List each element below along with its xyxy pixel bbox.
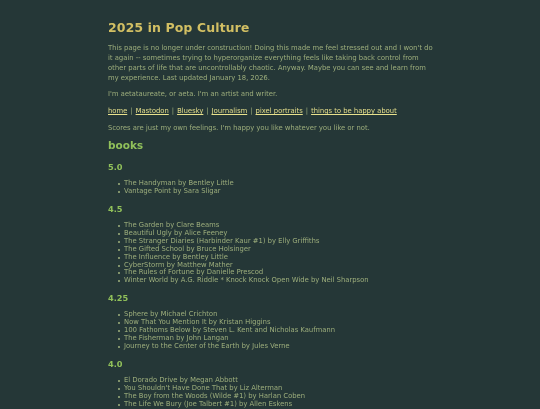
list-item: El Dorado Drive by Megan Abbott	[124, 377, 444, 385]
nav-links	[108, 106, 397, 116]
list-item: Journey to the Center of the Earth by Jules Verne	[124, 343, 444, 351]
score-heading-4-0: 4.0	[108, 359, 123, 369]
score-heading-5-0: 5.0	[108, 162, 123, 172]
list-item: The Boy from the Woods (Wilde #1) by Harlan Coben	[124, 393, 444, 401]
nav-separator: |	[130, 107, 133, 115]
nav-separator: |	[305, 107, 309, 115]
page-title: 2025 in Pop Culture	[108, 20, 250, 35]
score-heading-4-5: 4.5	[108, 204, 123, 214]
nav-link-home[interactable]: home	[108, 107, 128, 115]
nav-link-bluesky[interactable]: Bluesky	[177, 107, 204, 115]
list-item: The Handyman by Bentley Little	[124, 180, 444, 188]
list-item: You Shouldn't Have Done That by Liz Alterman	[124, 385, 444, 393]
intro-paragraph: This page is no longer under construction! Doing this made me feel stressed out and I won't do it again -- sometimes trying to hyperorganize everything feels like taking back control from other parts of life that are uncontrollably chaotic. Anyway. Maybe you can see and learn from my experience. Last updated January 18, 2026.	[108, 44, 433, 82]
list-item: The Garden by Clare Beams	[124, 222, 444, 230]
book-list-4-5	[108, 222, 444, 285]
list-item: The Life We Bury (Joe Talbert #1) by Allen Eskens	[124, 401, 444, 409]
nav-link-journalism[interactable]: Journalism	[211, 107, 248, 115]
list-item: Winter World by A.G. Riddle * Knock Knock Open Wide by Neil Sharpson	[124, 277, 444, 285]
about-line: I'm aetataureate, or aeta. I'm an artist and writer.	[108, 90, 278, 98]
list-item: The Rules of Fortune by Danielle Prescod	[124, 269, 444, 277]
book-list-4-25	[108, 311, 444, 351]
books-heading: books	[108, 140, 144, 152]
book-list-4-0	[108, 377, 444, 409]
list-item: The Gifted School by Bruce Holsinger	[124, 246, 444, 254]
list-item: 100 Fathoms Below by Steven L. Kent and Nicholas Kaufmann	[124, 327, 444, 335]
nav-separator: |	[171, 107, 175, 115]
list-item: The Influence by Bentley Little	[124, 254, 444, 262]
list-item: Sphere by Michael Crichton	[124, 311, 444, 319]
list-item: The Fisherman by John Langan	[124, 335, 444, 343]
score-heading-4-25: 4.25	[108, 293, 129, 303]
list-item: CyberStorm by Matthew Mather	[124, 262, 444, 270]
nav-separator: |	[250, 107, 253, 115]
nav-link-mastodon[interactable]: Mastodon	[135, 107, 169, 115]
nav-link-pixel-portraits[interactable]: pixel portraits	[255, 107, 303, 115]
nav-link-things-to-be-happy-about[interactable]: things to be happy about	[311, 107, 397, 115]
book-list-5-0	[108, 180, 444, 196]
list-item: Beautiful Ugly by Alice Feeney	[124, 230, 444, 238]
scores-note: Scores are just my own feelings. I'm happy you like whatever you like or not.	[108, 124, 370, 132]
list-item: Now That You Mention It by Kristan Higgins	[124, 319, 444, 327]
nav-separator: |	[206, 107, 209, 115]
list-item: The Stranger Diaries (Harbinder Kaur #1) by Elly Griffiths	[124, 238, 444, 246]
list-item: Vantage Point by Sara Sligar	[124, 188, 444, 196]
